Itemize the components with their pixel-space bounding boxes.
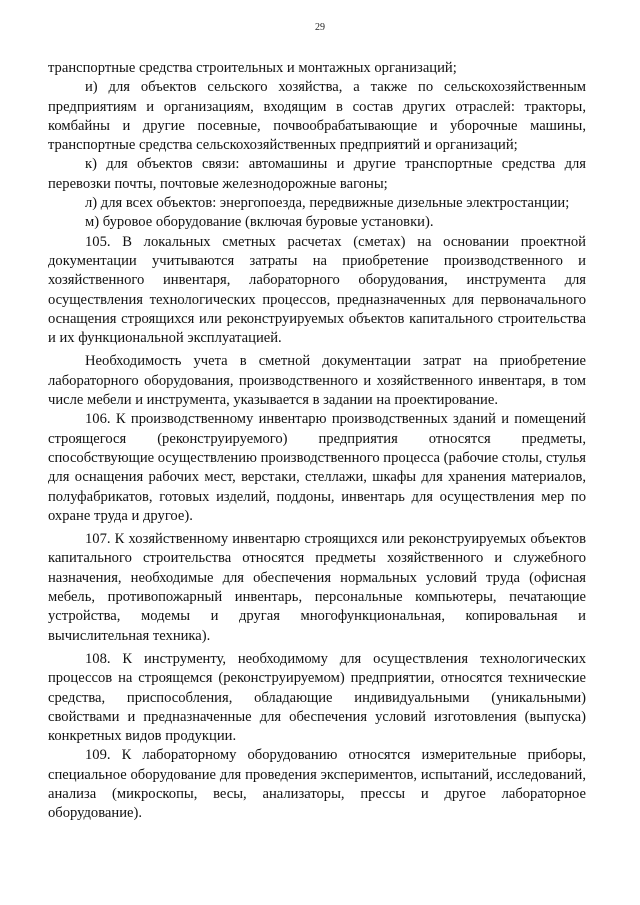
paragraph-continuation: транспортные средства строительных и монтажных организаций; <box>48 60 457 76</box>
paragraph-109: 109. К лабораторному оборудованию относятся измерительные приборы, специальное оборудование для проведения экспериментов, испытаний, исследований, анализа (микроскопы, весы, анализаторы, прессы и другое лабораторное оборудование). <box>48 747 586 822</box>
paragraph-106: 106. К производственному инвентарю производственных зданий и помещений строящегося (реконструируемого) предприятия относятся предметы, способствующие осуществлению производственного процесса (рабочие столы, стулья для оснащения рабочих мест, верстаки, стеллажи, шкафы для хранения материалов, полуфабрикатов, готовых изделий, поддоны, инвентарь для осуществления мер по охране труда и другое). <box>48 411 586 524</box>
page-number: 29 <box>315 22 325 33</box>
paragraph-item-m: м) буровое оборудование (включая буровые установки). <box>85 214 434 231</box>
paragraph-item-i: и) для объектов сельского хозяйства, а также по сельскохозяйственным предприятиям и организациям, входящим в состав других отраслей: тракторы, комбайны и другие посевные, почвообрабатывающие и уборочные машины, транспортные средства сельскохозяйственных предприятий и организаций; <box>48 79 586 154</box>
paragraph-107: 107. К хозяйственному инвентарю строящихся или реконструируемых объектов капитального строительства относятся предметы хозяйственного и служебного назначения, необходимые для обеспечения нормальных условий труда (офисная мебель, противопожарный инвентарь, персональные компьютеры, печатающие устройства, модемы и другая многофункциональная, копировальная и вычислительная техника). <box>48 531 586 644</box>
paragraph-item-l: л) для всех объектов: энергопоезда, передвижные дизельные электростанции; <box>85 195 570 212</box>
paragraph-108: 108. К инструменту, необходимому для осуществления технологических процессов на строящемся (реконструируемом) предприятии, относятся технические средства, приспособления, обладающие индивидуальными (уникальными) свойствами и предназначенные для обеспечения условий изготовления (выпуска) конкретных видов продукции. <box>48 650 586 745</box>
paragraph-105-note: Необходимость учета в сметной документации затрат на приобретение лабораторного оборудования, производственного и хозяйственного инвентаря, в том числе мебели и инструмента, указывается в задании на проектирование. <box>48 353 586 409</box>
paragraph-105: 105. В локальных сметных расчетах (сметах) на основании проектной документации учитываются затраты на приобретение производственного и хозяйственного инвентаря, лабораторного оборудования, инструмента для осуществления технологических процессов, предназначенных для первоначального оснащения строящихся или реконструируемых объектов капитального строительства и их функциональной эксплуатацией. <box>48 233 586 347</box>
paragraph-item-k: к) для объектов связи: автомашины и другие транспортные средства для перевозки почты, почтовые железнодорожные вагоны; <box>48 156 586 192</box>
document-body <box>48 59 586 824</box>
